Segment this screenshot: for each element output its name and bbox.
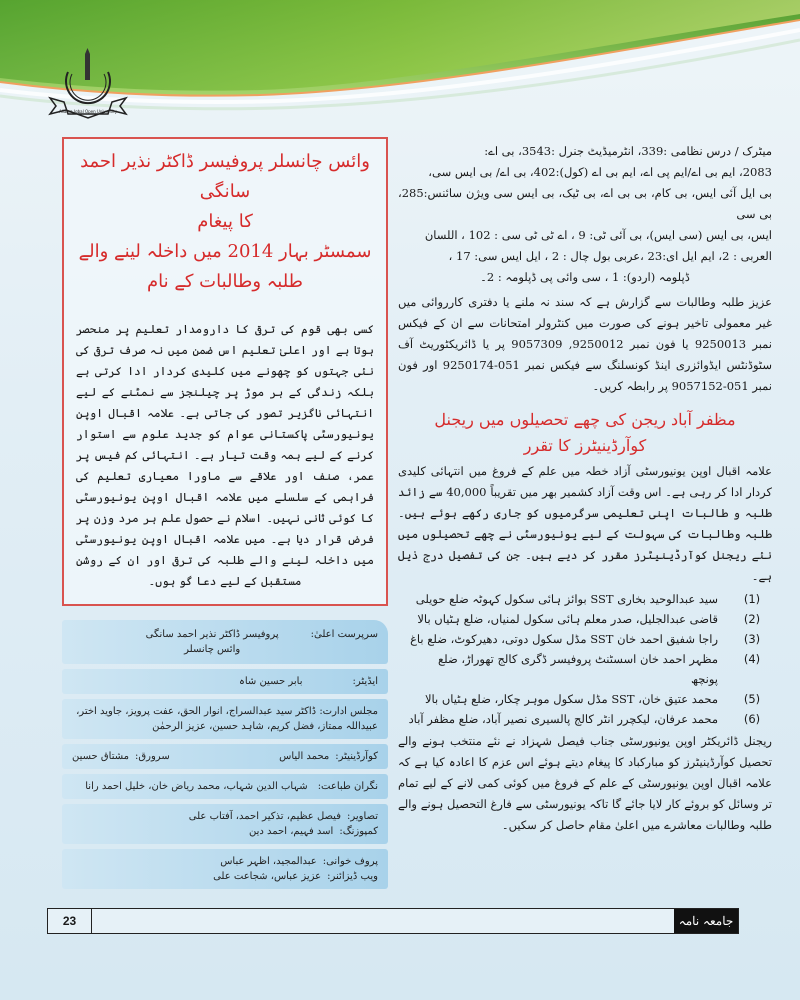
list-number: (6) — [743, 712, 761, 726]
admission-stats — [398, 141, 772, 288]
page-footer — [47, 908, 739, 934]
coordinator-label: کوآرڈینیٹر: — [335, 751, 378, 762]
list-text: محمد عرفان، لیکچرر انٹر کالج پالسیری نصیر آباد، ضلع مظفر آباد — [408, 712, 718, 726]
stats-line: ایس، بی ایس (سی ایس)، بی آئی ٹی: 9 ، اے ٹی ٹی سی : 102 ، اللسان — [424, 228, 772, 242]
message-body: کسی بھی قوم کی ترقی کا دارومدار تعلیم پر منحصر ہوتا ہے اور اعلیٰ تعلیم اس ضمن میں نہ صرف ترقی کی نئی جہتوں کو چھونے میں کلیدی کردار ادا کرتی ہے بلکہ زندگی کے ہر موڑ پر چیلنجز سے نمٹنے کے لیے انتہائی ناگزیر تصور کی جاتی ہے۔ علامہ اقبال اوپن یونیورسٹی پاکستانی عوام کو جدید علوم سے استوار کرنے کے لیے ہمہ وقت تیار ہے۔ انتہائی کم فیس پر عمر، صنف اور علاقے سے ماورا معیاری تعلیم کی فراہمی کے سلسلے میں علامہ اقبال اوپن یونیورسٹی کا کوئی ثانی نہیں۔ اسلام نے حصول علم ہر مرد وزن پر فرض قرار دیا ہے۔ میں علامہ اقبال اوپن یونیورسٹی میں داخلہ لینے والے طلبہ کی ترقی اور ان کے روشن مستقبل کے لیے دعا گو ہوں۔ — [76, 322, 374, 588]
credit-row-coordinator — [62, 744, 388, 769]
stats-line: ڈپلومہ (اردو): 1 ، سی وائی پی ڈپلومہ : 2۔ — [480, 270, 690, 284]
message-title-line: طلبہ وطالبات کے نام — [146, 271, 304, 292]
coordinator-list — [398, 589, 772, 729]
photos-label: تصاویر: — [346, 811, 378, 822]
patron-label: سرپرست اعلیٰ: — [310, 629, 378, 640]
list-number: (5) — [743, 692, 761, 706]
stats-line: بی ایل آئی ایس، بی کام، بی بی اے، بی ٹیک، بی ایس سی ویژن سائنس:285، بی سی — [398, 186, 772, 221]
editorial-credits — [62, 620, 388, 894]
message-title-line: سمسٹر بہار 2014 میں داخلہ لینے والے — [78, 241, 372, 262]
list-text: مظہر احمد خان اسسٹنٹ پروفیسر ڈگری کالج تھوراڑ، ضلع پونچھ — [438, 652, 718, 686]
patron-title: وائس چانسلر — [184, 644, 241, 655]
list-item — [398, 629, 772, 649]
footer-rule — [92, 909, 674, 933]
credit-row-board — [62, 699, 388, 739]
list-number: (2) — [743, 612, 761, 626]
stats-line: میٹرک / درس نظامی :339، انٹرمیڈیٹ جنرل :3543، بی اے: — [484, 144, 772, 158]
left-column — [62, 137, 388, 894]
publication-name: جامعہ نامہ — [674, 909, 738, 933]
list-item — [398, 649, 772, 689]
credit-row-patron — [62, 620, 388, 664]
composing-names: اسد فہیم، احمد دین — [249, 826, 334, 837]
list-number: (4) — [743, 652, 761, 666]
patron-name: پروفیسر ڈاکٹر نذیر احمد سانگی — [145, 629, 279, 640]
list-text: محمد عتیق خان، SST مڈل سکول موہر چکار، ضلع ہٹیاں بالا — [424, 692, 718, 706]
print-label: نگران طباعت: — [317, 781, 378, 792]
logo-text: Allama Iqbal Open University — [58, 109, 118, 114]
stats-line: 2083، ایم بی اے/ایم پی اے، ایم بی اے (کول):402، بی اے/ بی ایس سی، — [428, 165, 772, 179]
list-item — [398, 589, 772, 609]
list-text: سید عبدالوحید بخاری SST بوائز ہائی سکول کہوٹہ ضلع حویلی — [415, 592, 718, 606]
message-title-line: وائس چانسلر پروفیسر ڈاکٹر نذیر احمد سانگی — [80, 151, 370, 202]
web-label: ویب ڈیزائنر: — [327, 871, 378, 882]
photos-names: فیصل عظیم، تذکیر احمد، آفتاب علی — [188, 811, 341, 822]
list-text: راجا شفیق احمد خان SST مڈل سکول دوتی، دھیرکوٹ، ضلع باغ — [410, 632, 718, 646]
vc-message-box — [62, 137, 388, 606]
article-column — [398, 137, 772, 836]
contact-notice: عزیز طلبہ وطالبات سے گزارش ہے کہ سند نہ ملنے یا دفتری کارروائی میں غیر معمولی تاخیر ہونے کی صورت میں کنٹرولر امتحانات سے ان کے فیکس نمبر 9250013 یا فون نمبر 9250012, 9057309 پر یا ڈائریکٹوریٹ آف سٹوڈنٹس ایڈوائزری اینڈ کونسلنگ سے فیکس نمبر 051-9250174 اور فون نمبر 051-9057152 پر رابطہ کریں۔ — [398, 295, 773, 393]
editor-name: بابر حسین شاہ — [238, 676, 303, 687]
editorial-board: مجلس ادارت: ڈاکٹر سید عبدالسراج، انوار الحق، عفت پرویز، جاوید اختر، عبیداللہ ممتاز، فضل کریم، شاہد حسین، عزیز الرحمٰن — [76, 706, 378, 732]
credit-row-editor — [62, 669, 388, 694]
list-number: (3) — [743, 632, 761, 646]
list-item — [398, 709, 772, 729]
article-intro: علامہ اقبال اوپن یونیورسٹی آزاد خطہ میں علم کے فروغ میں انتہائی کلیدی کردار ادا کر رہی ہے۔ اس وقت آزاد کشمیر بھر میں تقریباً 40,000 سے زائد طلبہ و طالبات اپنی تعلیمی سرگرمیوں کو جاری رکھے ہوئے ہیں۔ طلبہ وطالبات کی سہولت کے لیے یونیورسٹی نے چھے تحصیلوں میں نئے ریجنل کوآرڈینیٹرز مقرر کر دیے ہیں۔ جن کی تفصیل درج ذیل ہے۔ — [398, 464, 772, 583]
message-title-line: کا پیغام — [197, 211, 253, 232]
web-names: عزیز عباس، شجاعت علی — [213, 871, 322, 882]
page-number: 23 — [48, 909, 92, 933]
section-heading: مظفر آباد ریجن کی چھے تحصیلوں میں ریجنل کوآرڈینیٹرز کا تقرر — [434, 410, 736, 455]
editor-label: ایڈیٹر: — [352, 676, 378, 687]
print-names: شہاب الدین شہاب، محمد ریاض خان، خلیل احمد رانا — [85, 781, 308, 792]
list-text: قاضی عبدالجلیل، صدر معلم ہائی سکول لمنیاں، ضلع ہٹیاں بالا — [417, 612, 718, 626]
cover-name: مشتاق حسین — [72, 751, 130, 762]
list-item — [398, 689, 772, 709]
proof-label: پروف خوانی: — [322, 856, 378, 867]
article-closing: ریجنل ڈائریکٹر اوپن یونیورسٹی جناب فیصل شہزاد نے نئے منتخب ہونے والے تحصیل کوآرڈینیٹرز کو مبارکباد کا پیغام دیتے ہوئے اس عزم کا اعادہ کیا ہے کہ علامہ اقبال اوپن یونیورسٹی کے علم کے فروغ میں کوئی کمی لانے کے لیے تمام تر وسائل کو بروئے کار لایا جائے گا تاکہ یونیورسٹی سے فارغ التحصیل ہونے والے طلبہ وطالبات معاشرے میں اعلیٰ مقام حاصل کر سکیں۔ — [398, 734, 772, 832]
coordinator-name: محمد الیاس — [279, 751, 330, 762]
proof-names: عبدالمجید، اظہر عباس — [220, 856, 317, 867]
cover-label: سرورق: — [135, 751, 170, 762]
credit-row-proof — [62, 849, 388, 889]
credit-row-print — [62, 774, 388, 799]
list-number: (1) — [743, 592, 761, 606]
credit-row-photos — [62, 804, 388, 844]
composing-label: کمپوزنگ: — [339, 826, 378, 837]
stats-line: العربی : 2، ایم ایل ای:23 ،عربی بول چال : 2 ، ایل ایس سی: 17 ، — [448, 249, 772, 263]
list-item — [398, 609, 772, 629]
